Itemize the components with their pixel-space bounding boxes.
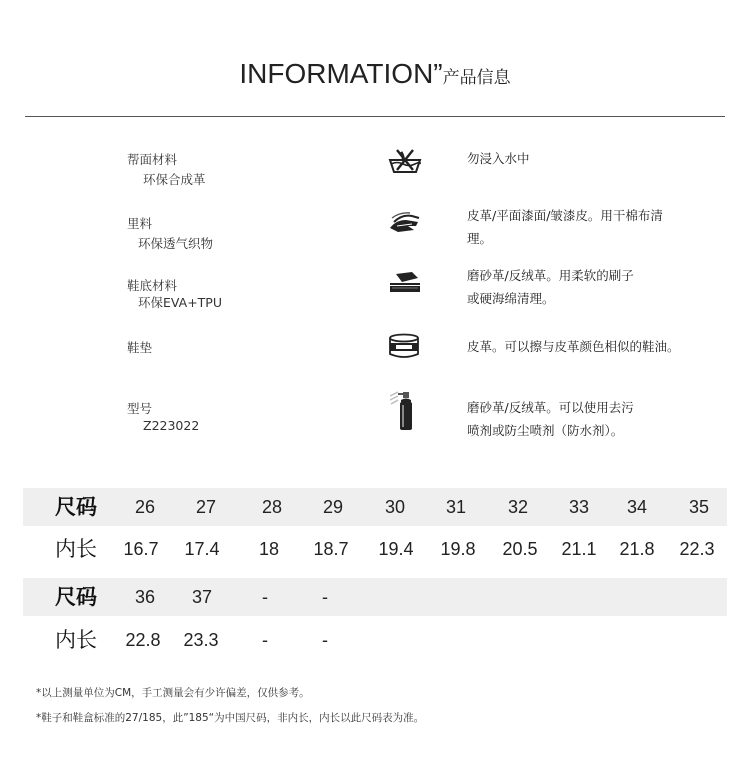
length-cell: 17.4 — [184, 539, 220, 559]
divider — [25, 116, 725, 117]
material-label-sole: 鞋底材料 — [127, 278, 178, 293]
size-cell: 34 — [626, 497, 648, 517]
length-cell: - — [322, 630, 328, 650]
length-cell: 18 — [258, 539, 280, 559]
brush-icon — [388, 270, 422, 294]
model-number: Z223022 — [143, 418, 200, 433]
size-header: 尺码 — [55, 585, 97, 609]
care-line: 理。 — [467, 231, 493, 246]
care-text-cloth — [467, 204, 717, 250]
care-line: 或硬海绵清理。 — [467, 291, 555, 306]
length-row-2 — [23, 621, 727, 659]
length-cell: - — [262, 630, 268, 650]
length-cell: 21.8 — [619, 539, 655, 559]
size-header: 尺码 — [55, 495, 97, 519]
material-label-upper: 帮面材料 — [127, 152, 178, 167]
length-cell: 18.7 — [313, 539, 349, 559]
size-cell: 32 — [507, 497, 529, 517]
material-label-lining: 里料 — [127, 216, 153, 231]
care-line: 勿浸入水中 — [467, 151, 530, 166]
care-line: 磨砂革/反绒革。用柔软的刷子 — [467, 268, 634, 283]
length-cell: 22.8 — [125, 630, 161, 650]
care-line: 磨砂革/反绒革。可以使用去污 — [467, 400, 634, 415]
note-size-standard: *鞋子和鞋盒标准的27/185，此”185“为中国尺码，非内长，内长以此尺码表为准。 — [36, 712, 425, 724]
length-cell: 22.3 — [679, 539, 715, 559]
size-cell: 35 — [688, 497, 710, 517]
care-text-brush — [467, 264, 717, 310]
size-cell: 33 — [568, 497, 590, 517]
care-text-spray — [467, 396, 717, 442]
spray-can-icon — [390, 390, 420, 432]
material-value-upper: 环保合成革 — [143, 172, 206, 187]
note-measurement: *以上测量单位为CM，手工测量会有少许偏差，仅供参考。 — [36, 687, 310, 699]
length-cell: 23.3 — [183, 630, 219, 650]
length-cell: 19.4 — [378, 539, 414, 559]
material-label-model: 型号 — [127, 401, 153, 416]
size-cell: 26 — [134, 497, 156, 517]
care-text-no-soak — [467, 147, 717, 170]
size-cell: - — [322, 587, 328, 607]
no-soak-icon — [388, 148, 422, 174]
care-line: 皮革/平面漆面/皱漆皮。用干棉布清 — [467, 208, 663, 223]
size-cell: 30 — [384, 497, 406, 517]
size-cell: 37 — [191, 587, 213, 607]
size-cell: 27 — [195, 497, 217, 517]
size-row-1 — [23, 488, 727, 526]
size-cell: 36 — [134, 587, 156, 607]
material-value-sole: 环保EVA+TPU — [138, 295, 222, 310]
size-cell: - — [262, 587, 268, 607]
size-row-2 — [23, 578, 727, 616]
material-label-insole: 鞋垫 — [127, 340, 153, 355]
page-title — [0, 58, 750, 90]
length-cell: 19.8 — [440, 539, 476, 559]
material-value-lining: 环保透气织物 — [138, 236, 214, 251]
length-row-1 — [23, 530, 727, 568]
size-cell: 28 — [261, 497, 283, 517]
length-cell: 16.7 — [123, 539, 159, 559]
size-cell: 31 — [445, 497, 467, 517]
shoe-polish-icon — [388, 333, 420, 359]
length-cell: 21.1 — [561, 539, 597, 559]
care-line: 皮革。可以擦与皮革颜色相似的鞋油。 — [467, 339, 680, 354]
length-header: 内长 — [55, 537, 97, 561]
title-english: INFORMATION” — [239, 58, 443, 89]
title-chinese: 产品信息 — [442, 68, 511, 88]
care-text-polish — [467, 335, 717, 358]
length-cell: 20.5 — [502, 539, 538, 559]
length-header: 内长 — [55, 628, 97, 652]
cloth-wipe-icon — [388, 210, 422, 234]
size-cell: 29 — [322, 497, 344, 517]
care-line: 喷剂或防尘喷剂（防水剂）。 — [467, 423, 624, 438]
